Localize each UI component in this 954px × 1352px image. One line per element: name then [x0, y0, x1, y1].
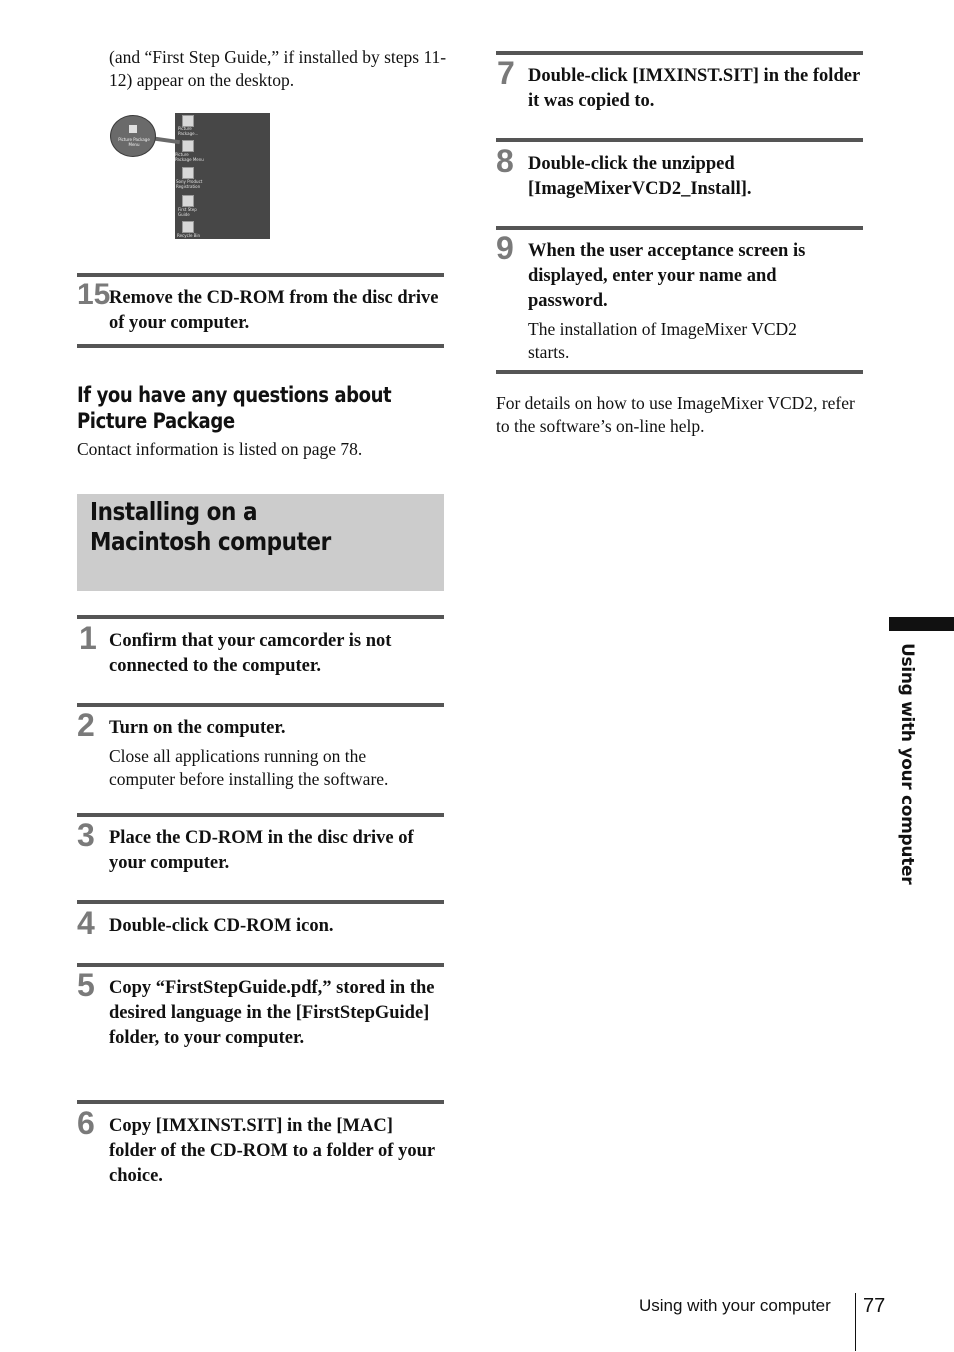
step-number: 8: [496, 143, 514, 179]
step-title: Double-click [IMXINST.SIT] in the folder it was copied to.: [528, 66, 860, 111]
step-divider: [77, 900, 444, 904]
step-number: 7: [497, 55, 515, 91]
step-divider: [77, 813, 444, 817]
desktop-icon-label: Recycle Bin: [177, 233, 201, 238]
step-divider: [77, 273, 444, 277]
step-title: Turn on the computer.: [109, 718, 286, 738]
step-divider: [496, 138, 863, 142]
step-divider: [496, 370, 863, 374]
step-number: 2: [77, 707, 95, 743]
desktop-icon-label: First Step Guide: [178, 207, 197, 217]
page-number: 77: [863, 1295, 886, 1317]
closing-text: For details on how to use ImageMixer VCD2, refer to the software’s on-line help.: [496, 393, 855, 436]
step-number: 4: [77, 905, 95, 941]
side-tab-marker: [889, 617, 954, 631]
step-title: Copy [IMXINST.SIT] in the [MAC] folder of the CD-ROM to a folder of your choice.: [109, 1116, 435, 1186]
intro-text: (and “First Step Guide,” if installed by steps 11-12) appear on the desktop.: [109, 47, 447, 90]
step-title: Double-click the unzipped [ImageMixerVCD2_Install].: [528, 154, 752, 199]
step-title: Double-click CD-ROM icon.: [109, 916, 334, 936]
questions-text: Contact information is listed on page 78.: [77, 439, 363, 459]
step-title: Copy “FirstStepGuide.pdf,” stored in the desired language in the [FirstStepGuide] folder, to your computer.: [109, 978, 435, 1048]
step-divider: [77, 615, 444, 619]
registration-icon: [182, 167, 194, 179]
desktop-icon-label: Picture Package Menu: [175, 152, 204, 162]
step-title: When the user acceptance screen is displayed, enter your name and password.: [528, 241, 806, 311]
footer-divider: [855, 1293, 856, 1351]
step-number: 3: [77, 817, 95, 853]
step-divider: [77, 963, 444, 967]
step-detail: Close all applications running on the computer before installing the software.: [109, 746, 389, 789]
step-divider: [496, 226, 863, 230]
callout-label: Picture Package Menu: [118, 137, 150, 147]
step-number: 5: [77, 967, 95, 1003]
step-divider: [77, 703, 444, 707]
questions-heading: If you have any questions about Picture Package: [77, 383, 392, 433]
side-tab-label: Using with your computer: [897, 643, 917, 885]
recycle-bin-icon: [182, 221, 194, 233]
desktop-icon-label: Picture Package...: [178, 126, 199, 136]
step-title: Remove the CD-ROM from the disc drive of your computer.: [109, 288, 439, 333]
step-detail: The installation of ImageMixer VCD2 starts.: [528, 319, 797, 362]
picture-package-menu-icon: [129, 125, 137, 133]
step-title: Confirm that your camcorder is not connected to the computer.: [109, 631, 392, 676]
step-number: 9: [496, 230, 514, 266]
step-number: 6: [77, 1105, 95, 1141]
footer-section-label: Using with your computer: [639, 1296, 831, 1315]
step-divider: [77, 344, 444, 348]
desktop-background: [175, 113, 270, 239]
desktop-icon-label: Sony Product Registration: [176, 179, 203, 189]
step-number: 1: [79, 620, 97, 656]
step-title: Place the CD-ROM in the disc drive of your computer.: [109, 828, 414, 873]
step-number: 15: [77, 278, 111, 311]
section-title: Installing on a Macintosh computer: [90, 497, 331, 556]
first-step-guide-icon: [182, 195, 194, 207]
step-divider: [496, 51, 863, 55]
picture-package-menu-icon: [182, 140, 194, 152]
step-divider: [77, 1100, 444, 1104]
callout-bubble: [110, 115, 156, 157]
